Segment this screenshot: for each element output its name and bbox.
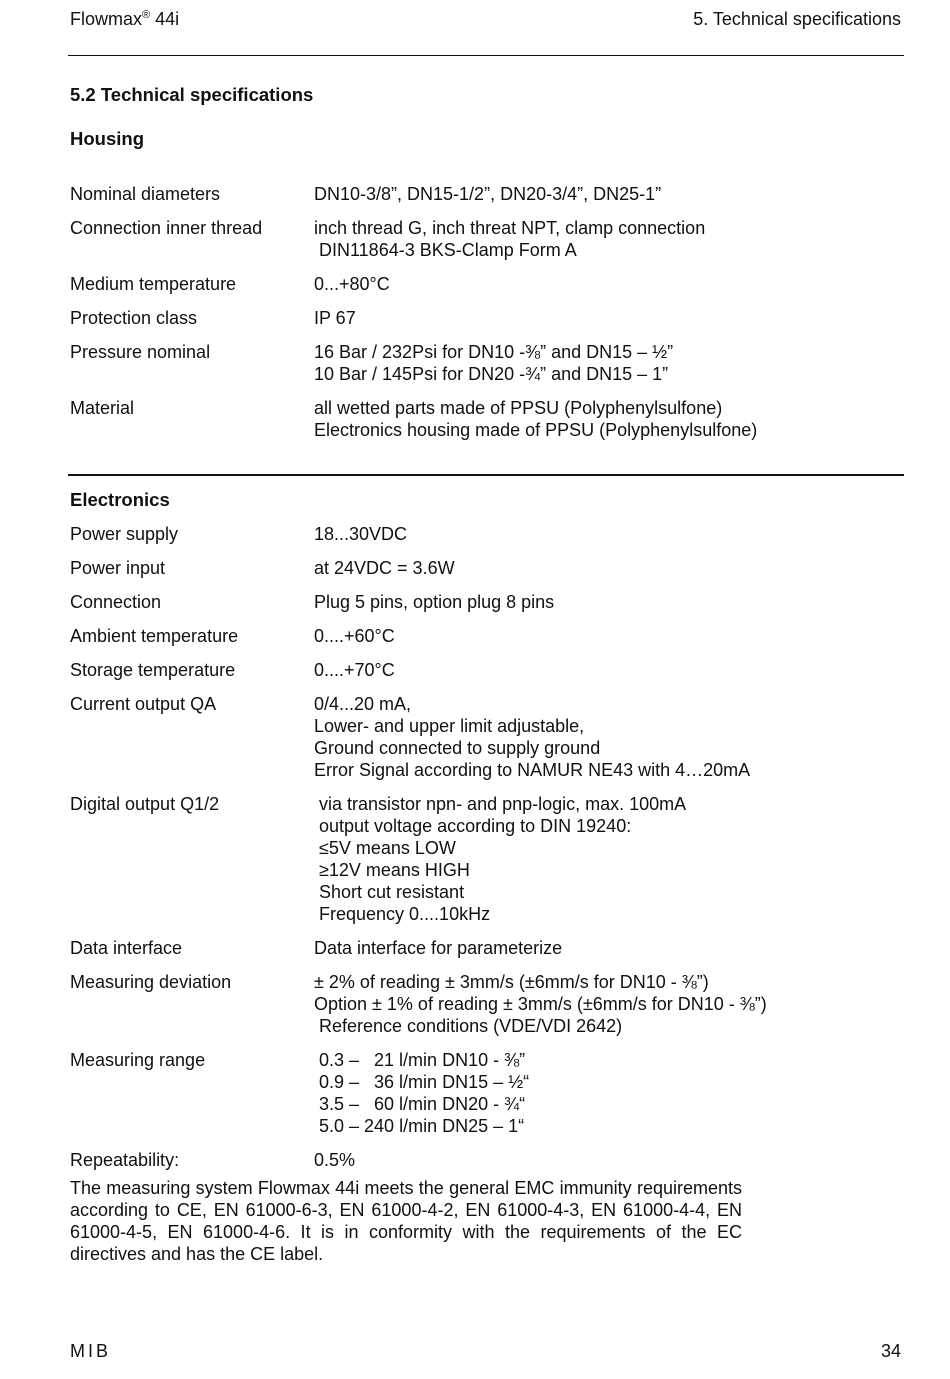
spec-label: Measuring range	[70, 1050, 206, 1070]
spec-label: Ambient temperature	[70, 626, 239, 646]
spec-value	[314, 1049, 850, 1149]
spec-value	[314, 307, 850, 341]
spec-value-line: 3.5 – 60 l/min DN20 - ¾“	[314, 1094, 526, 1114]
spec-value-line: 10 Bar / 145Psi for DN20 -¾” and DN15 – 1”	[314, 364, 669, 384]
spec-row	[70, 971, 850, 1049]
spec-row	[70, 217, 850, 273]
spec-value-line: 16 Bar / 232Psi for DN10 -⅜” and DN15 – ½”	[314, 342, 674, 362]
spec-row	[70, 591, 850, 625]
spec-value-line: 0/4...20 mA,	[314, 694, 412, 714]
spec-value-line: Frequency 0....10kHz	[314, 904, 491, 924]
spec-value-line: ≤5V means LOW	[314, 838, 456, 858]
spec-row	[70, 557, 850, 591]
spec-label: Connection inner thread	[70, 218, 263, 238]
spec-row	[70, 625, 850, 659]
spec-label: Repeatability:	[70, 1150, 180, 1170]
spec-row	[70, 307, 850, 341]
spec-label: Material	[70, 398, 135, 418]
spec-row	[70, 693, 850, 793]
spec-value-line: output voltage according to DIN 19240:	[314, 816, 632, 836]
spec-row	[70, 523, 850, 557]
header-product	[70, 9, 179, 30]
spec-value-line: Error Signal according to NAMUR NE43 with 4…20mA	[314, 760, 751, 780]
spec-value	[314, 937, 850, 971]
spec-label: Nominal diameters	[70, 184, 221, 204]
spec-value-line: 18...30VDC	[314, 524, 408, 544]
spec-value-line: Short cut resistant	[314, 882, 465, 902]
spec-value-line: Electronics housing made of PPSU (Polyphenylsulfone)	[314, 420, 758, 440]
section-divider	[68, 474, 904, 476]
spec-label: Storage temperature	[70, 660, 236, 680]
spec-label: Power input	[70, 558, 166, 578]
spec-value-line: all wetted parts made of PPSU (Polyphenylsulfone)	[314, 398, 723, 418]
header-divider	[68, 55, 904, 56]
registered-mark: ®	[142, 9, 151, 21]
spec-value	[314, 273, 850, 307]
spec-value-line: 5.0 – 240 l/min DN25 – 1“	[314, 1116, 525, 1136]
spec-value	[314, 793, 850, 937]
spec-value	[314, 971, 850, 1049]
spec-value	[314, 397, 850, 453]
spec-value-line: Plug 5 pins, option plug 8 pins	[314, 592, 555, 612]
product-name: Flowmax	[70, 9, 143, 29]
spec-row	[70, 937, 850, 971]
spec-value-line: Option ± 1% of reading ± 3mm/s (±6mm/s for DN10 - ⅜”)	[314, 994, 767, 1014]
spec-label: Connection	[70, 592, 162, 612]
spec-value-line: 0...+80°C	[314, 274, 390, 294]
spec-row	[70, 183, 850, 217]
spec-row	[70, 341, 850, 397]
spec-row	[70, 397, 850, 453]
spec-value-line: at 24VDC = 3.6W	[314, 558, 455, 578]
spec-value-line: ± 2% of reading ± 3mm/s (±6mm/s for DN10 - ⅜”)	[314, 972, 709, 992]
spec-value-line: Ground connected to supply ground	[314, 738, 601, 758]
spec-value	[314, 659, 850, 693]
spec-value	[314, 217, 850, 273]
spec-label: Power supply	[70, 524, 179, 544]
spec-label: Protection class	[70, 308, 198, 328]
spec-row	[70, 659, 850, 693]
spec-label: Measuring deviation	[70, 972, 232, 992]
electronics-spec-list	[70, 523, 850, 1183]
product-model: 44i	[150, 9, 180, 29]
spec-value	[314, 557, 850, 591]
spec-value-line: ≥12V means HIGH	[314, 860, 470, 880]
spec-value-line: via transistor npn- and pnp-logic, max. 100mA	[314, 794, 687, 814]
spec-value-line: 0.5%	[314, 1150, 356, 1170]
spec-row	[70, 273, 850, 307]
spec-value	[314, 341, 850, 397]
spec-value-line: IP 67	[314, 308, 356, 328]
spec-value-line: 0....+70°C	[314, 660, 395, 680]
housing-spec-list	[70, 183, 850, 453]
spec-value	[314, 523, 850, 557]
spec-value	[314, 693, 850, 793]
spec-label: Pressure nominal	[70, 342, 211, 362]
spec-value-line: Reference conditions (VDE/VDI 2642)	[314, 1016, 623, 1036]
spec-label: Digital output Q1/2	[70, 794, 220, 814]
spec-value-line: Lower- and upper limit adjustable,	[314, 716, 585, 736]
spec-value	[314, 625, 850, 659]
spec-label: Medium temperature	[70, 274, 237, 294]
spec-value-line: inch thread G, inch threat NPT, clamp connection	[314, 218, 706, 238]
page-number: 34	[880, 1341, 901, 1361]
spec-value-line: 0.9 – 36 l/min DN15 – ½“	[314, 1072, 530, 1092]
spec-value-line: 0.3 – 21 l/min DN10 - ⅜”	[314, 1050, 526, 1070]
section-title: 5.2 Technical specifications	[70, 84, 314, 105]
electronics-heading: Electronics	[70, 489, 170, 510]
spec-row	[70, 793, 850, 937]
spec-label: Current output QA	[70, 694, 217, 714]
housing-heading: Housing	[70, 128, 144, 149]
spec-value-line: Data interface for parameterize	[314, 938, 563, 958]
header-chapter: 5. Technical specifications	[693, 9, 901, 29]
spec-value	[314, 591, 850, 625]
spec-value-line: DIN11864-3 BKS-Clamp Form A	[314, 240, 577, 260]
spec-label: Data interface	[70, 938, 183, 958]
spec-row	[70, 1049, 850, 1149]
emc-paragraph: The measuring system Flowmax 44i meets the general EMC immunity requirements according to CE, EN 61000-6-3, EN 61000-4-2, EN 61000-4-3, EN 61000-4-4, EN 61000-4-5, EN 61000-4-6. It is in conformity with the requirements of the EC directives and has the CE label.	[70, 1178, 742, 1264]
footer-company: MIB	[70, 1341, 112, 1361]
spec-value	[314, 183, 850, 217]
spec-value-line: 0....+60°C	[314, 626, 395, 646]
spec-value-line: DN10-3/8”, DN15-1/2”, DN20-3/4”, DN25-1”	[314, 184, 662, 204]
